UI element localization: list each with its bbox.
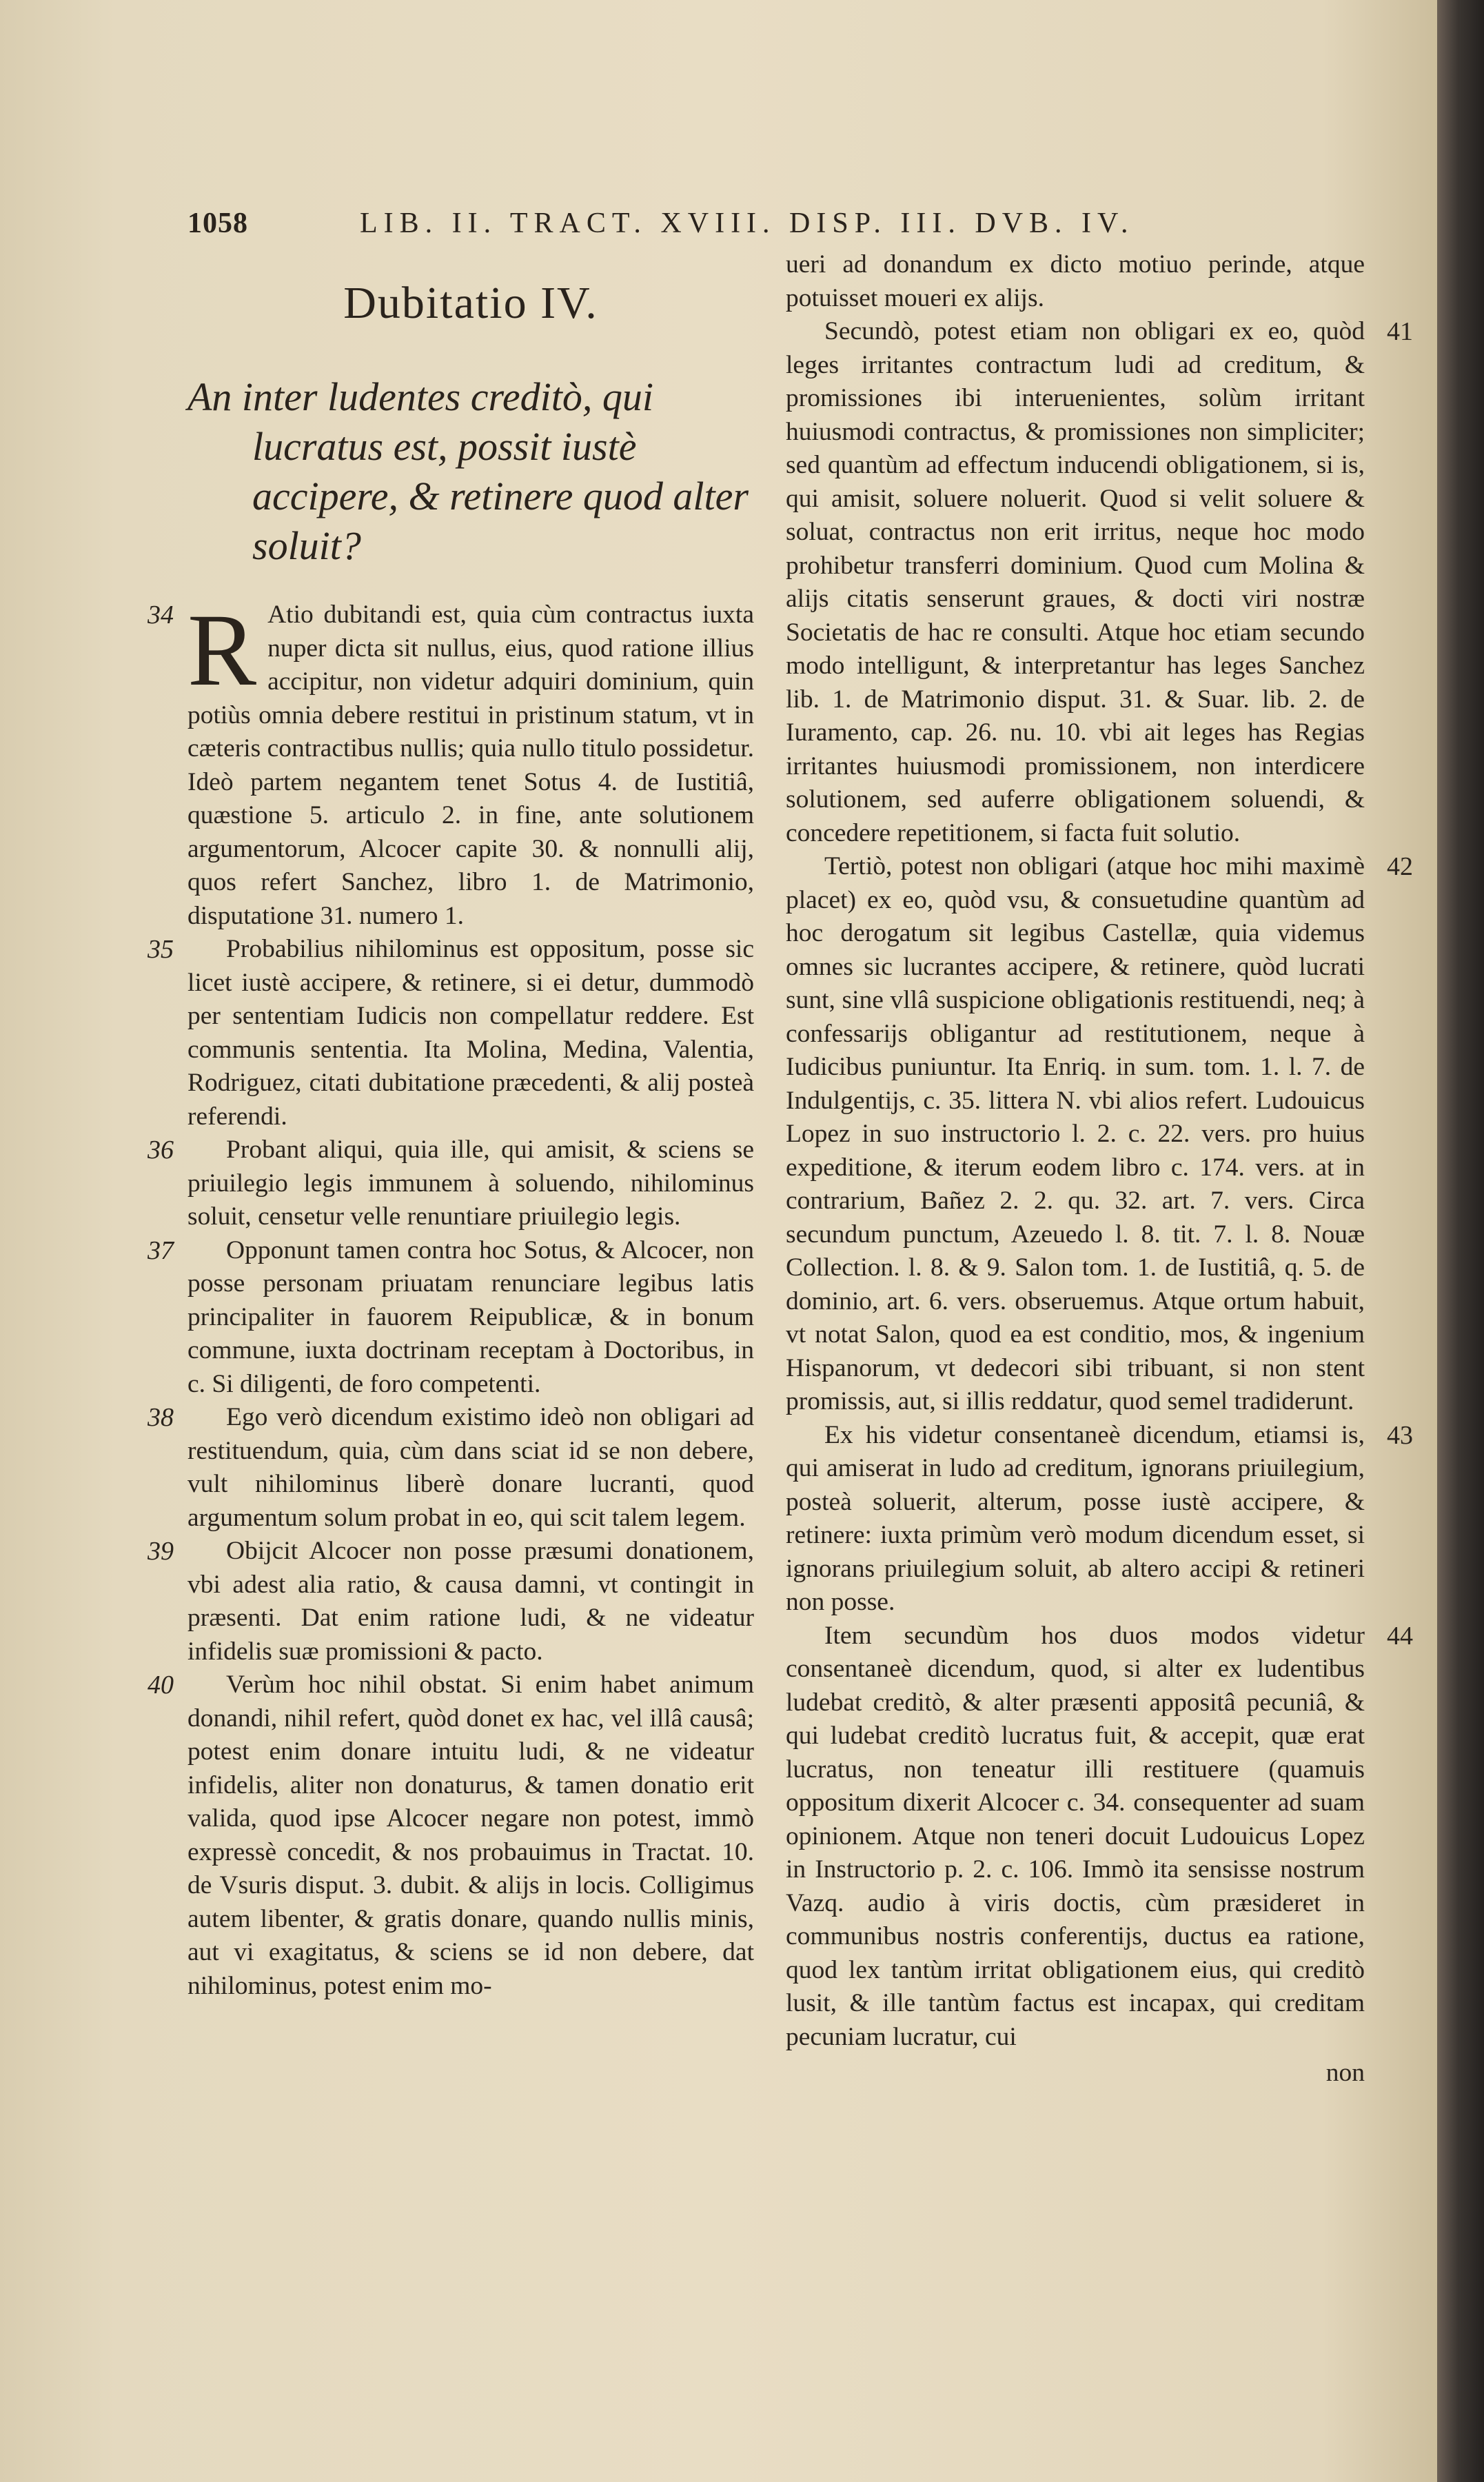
page-number: 1058 [187, 208, 248, 239]
paragraph-text: Ex his videtur consentaneè dicendum, etiamsi is, qui amiserat in ludo ad creditum, ignorans priuilegium, posteà soluerit, alterum, posse iustè accipere, & retinere: iuxta primùm verò modum dicendum esset, si ignorans priuilegium soluit, ab altero accipi & retineri non posse. [786, 1420, 1365, 1616]
paragraph-text: Tertiò, potest non obligari (atque hoc mihi maximè placet) ex eo, quòd vsu, & consuetudine quantùm ad hoc derogatum sit legibus Castellæ, quia videmus omnes sic lucrantes accipere, & retinere, quòd lucrati sunt, sine vllâ suspicione obligationis restituendi, neq; à confessarijs obligantur ad restitutionem, neque à Iudicibus puniuntur. Ita Enriq. in sum. tom. 1. l. 7. de Indulgentijs, c. 35. littera N. vbi alios refert. Ludouicus Lopez in suo instructorio l. 2. c. 22. vers. pro huius expeditione, & iterum eodem libro c. 174. vers. at in contrarium, Bañez 2. 2. qu. 32. art. 7. vers. Circa secundum punctum, Azeuedo l. 8. tit. 7. l. 8. Nouæ Collection. l. 8. & 9. Salon tom. 1. de Iustitiâ, q. 5. de dominio, art. 6. vers. obseruemus. Atque ortum habuit, vt notat Salon, quod ea est conditio, mos, & ingenium Hispanorum, vt dedecori sibi tribuant, si non stent promissis, aut, si illis reddatur, quod semel tradiderunt. [786, 852, 1365, 1415]
paragraph-number: 34 [148, 601, 174, 629]
paragraph-text: Opponunt tamen contra hoc Sotus, & Alcocer, non posse personam priuatam renunciare legibus latis principaliter in fauorem Reipublicæ, & in bonum commune, iuxta doctrinam receptam à Doctoribus, in c. Si diligenti, de foro competenti. [187, 1235, 754, 1398]
paragraph-text: Obijcit Alcocer non posse præsumi donationem, vbi adest alia ratio, & causa damni, vt contingit in præsenti. Dat enim ratione ludi, & ne videatur infidelis suæ promissioni & pacto. [187, 1537, 754, 1666]
paragraph [786, 850, 1413, 1419]
paragraph [148, 593, 754, 933]
section-title: Dubitatio IV. [343, 278, 598, 328]
paragraph-number: 42 [1387, 852, 1413, 881]
paragraph-text: Secundò, potest etiam non obligari ex eo, quòd leges irritantes contractum ludi ad creditum, & promissiones ibi interuenientes, solùm irritant huiusmodi contractus, & promissiones non simpliciter; sed quantùm ad effectum inducendi obligationem, si is, qui amisit, soluere noluerit. Quod si velit soluere & soluat, contractus non erit irritus, neque hoc modo prohibetur transferri dominium. Quod cum Molina & alijs citatis senserunt graues, & docti viri nostræ Societatis de hac re consulti. Atque hoc etiam secundo modo intelligunt, & interpretantur has leges Sanchez lib. 1. de Matrimonio disput. 31. & Suar. lib. 2. de Iuramento, cap. 26. nu. 10. vbi ait leges has Regias irritantes huiusmodi promissionem, non interdicere solutionem, sed auferre obligationem soluendi, & concedere repetitionem, si facta fuit solutio. [786, 317, 1365, 847]
page-header [187, 207, 1221, 248]
paragraph [786, 1419, 1413, 1620]
paragraph-number: 37 [148, 1235, 174, 1265]
paragraph [786, 1620, 1413, 2055]
paragraph-number: 43 [1387, 1420, 1413, 1450]
paragraph [786, 315, 1413, 850]
catchword: non [1325, 2059, 1365, 2087]
paragraph-number: 35 [148, 935, 174, 964]
paragraph-text: Atio dubitandi est, quia cùm contractus iuxta nuper dicta sit nullus, eius, quod ratione illius accipitur, non videtur adquiri dominium, quin potiùs omnia debere restitui in pristinum statum, vt in cæteris contractibus nullis; quia nullo titulo possidetur. Ideò partem negantem tenet Sotus 4. de Iustitiâ, quæstione 5. articulo 2. in fine, ante solutionem argumentorum, Alcocer capite 30. & nonnulli alij, quos refert Sanchez, libro 1. de Matrimonio, disputatione 31. numero 1. [187, 601, 754, 930]
paragraph-number: 40 [148, 1671, 174, 1699]
paragraph-text: Ego verò dicendum existimo ideò non obligari ad restituendum, quia, cùm dans sciat id se non debere, vult nihilominus liberè donare lucranti, quod argumentum solum probat in eo, qui scit talem legem. [187, 1403, 754, 1532]
paragraph [148, 1133, 754, 1234]
paragraph [148, 933, 754, 1133]
paragraph-text: Probabilius nihilominus est oppositum, posse sic licet iustè accipere, & retinere, si ei detur, dummodò per sententiam Iudicis non compellatur reddere. Est communis sententia. Ita Molina, Medina, Valentia, Rodriguez, citati dubitatione præcedenti, & alij posteà referendi. [187, 935, 754, 1131]
paragraph [148, 1234, 754, 1402]
right-column [786, 248, 1413, 2090]
paragraph [148, 1535, 754, 1668]
paragraph-text: Item secundùm hos duos modos videtur consentaneè dicendum, quod, si alter ex ludentibus ludebat creditò, & alter præsenti appositâ pecuniâ, & qui ludebat creditò lucratus fuit, & accepit, quæ erat lucratus, non teneatur illi restituere (quamuis oppositum dixerit Alcocer c. 34. consequenter ad suam opinionem. Atque non teneri docuit Ludouicus Lopez in Instructorio p. 2. c. 106. Immò ita sensisse nostrum Vazq. audio à viris doctis, cùm præsideret in communibus nostris conferentijs, ductus ea ratione, quod lex tantùm irritat obligationem eius, qui creditò lusit, & ille tantùm factus est incapax, qui creditam pecuniam lucratur, cui [786, 1621, 1365, 2051]
left-column [148, 248, 754, 2003]
book-binding [1437, 0, 1484, 2482]
paragraph-number: 36 [148, 1136, 174, 1164]
paragraph-text: Verùm hoc nihil obstat. Si enim habet animum donandi, nihil refert, quòd donet ex hac, vel illâ causâ; potest enim donare intuitu ludi, & ne videatur infidelis, aliter non donaturus, & tamen donatio erit valida, quod ipse Alcocer negare non potest, immò expressè concedit, & nos probauimus in Tractat. 10. de Vsuris disput. 3. dubit. & alijs in locis. Colligimus autem libenter, & gratis donare, quando nullis minis, aut vi exagitatus, & sciens se id non debere, dat nihilominus, potest enim mo- [187, 1671, 754, 2000]
paragraph-number: 41 [1387, 317, 1413, 346]
continuation-text: ueri ad donandum ex dicto motiuo perinde, atque potuisset moueri ex alijs. [786, 250, 1365, 312]
paragraph [148, 1401, 754, 1535]
paragraph [148, 1668, 754, 2003]
paragraph-number: 38 [148, 1403, 174, 1432]
paragraph-text: Probant aliqui, quia ille, qui amisit, & sciens se priuilegio legis immunem à soluendo, nihilominus soluit, censetur velle renuntiare priuilegio legis. [187, 1136, 754, 1231]
section-question: An inter ludentes creditò, qui lucratus est, possit iustè accipere, & retinere quod alter soluit? [187, 374, 749, 568]
running-head: LIB. II. TRACT. XVIII. DISP. III. DVB. IV. [360, 208, 1135, 239]
paragraph-number: 39 [148, 1537, 174, 1566]
drop-cap: R [187, 593, 257, 707]
paragraph-number: 44 [1387, 1621, 1413, 1651]
